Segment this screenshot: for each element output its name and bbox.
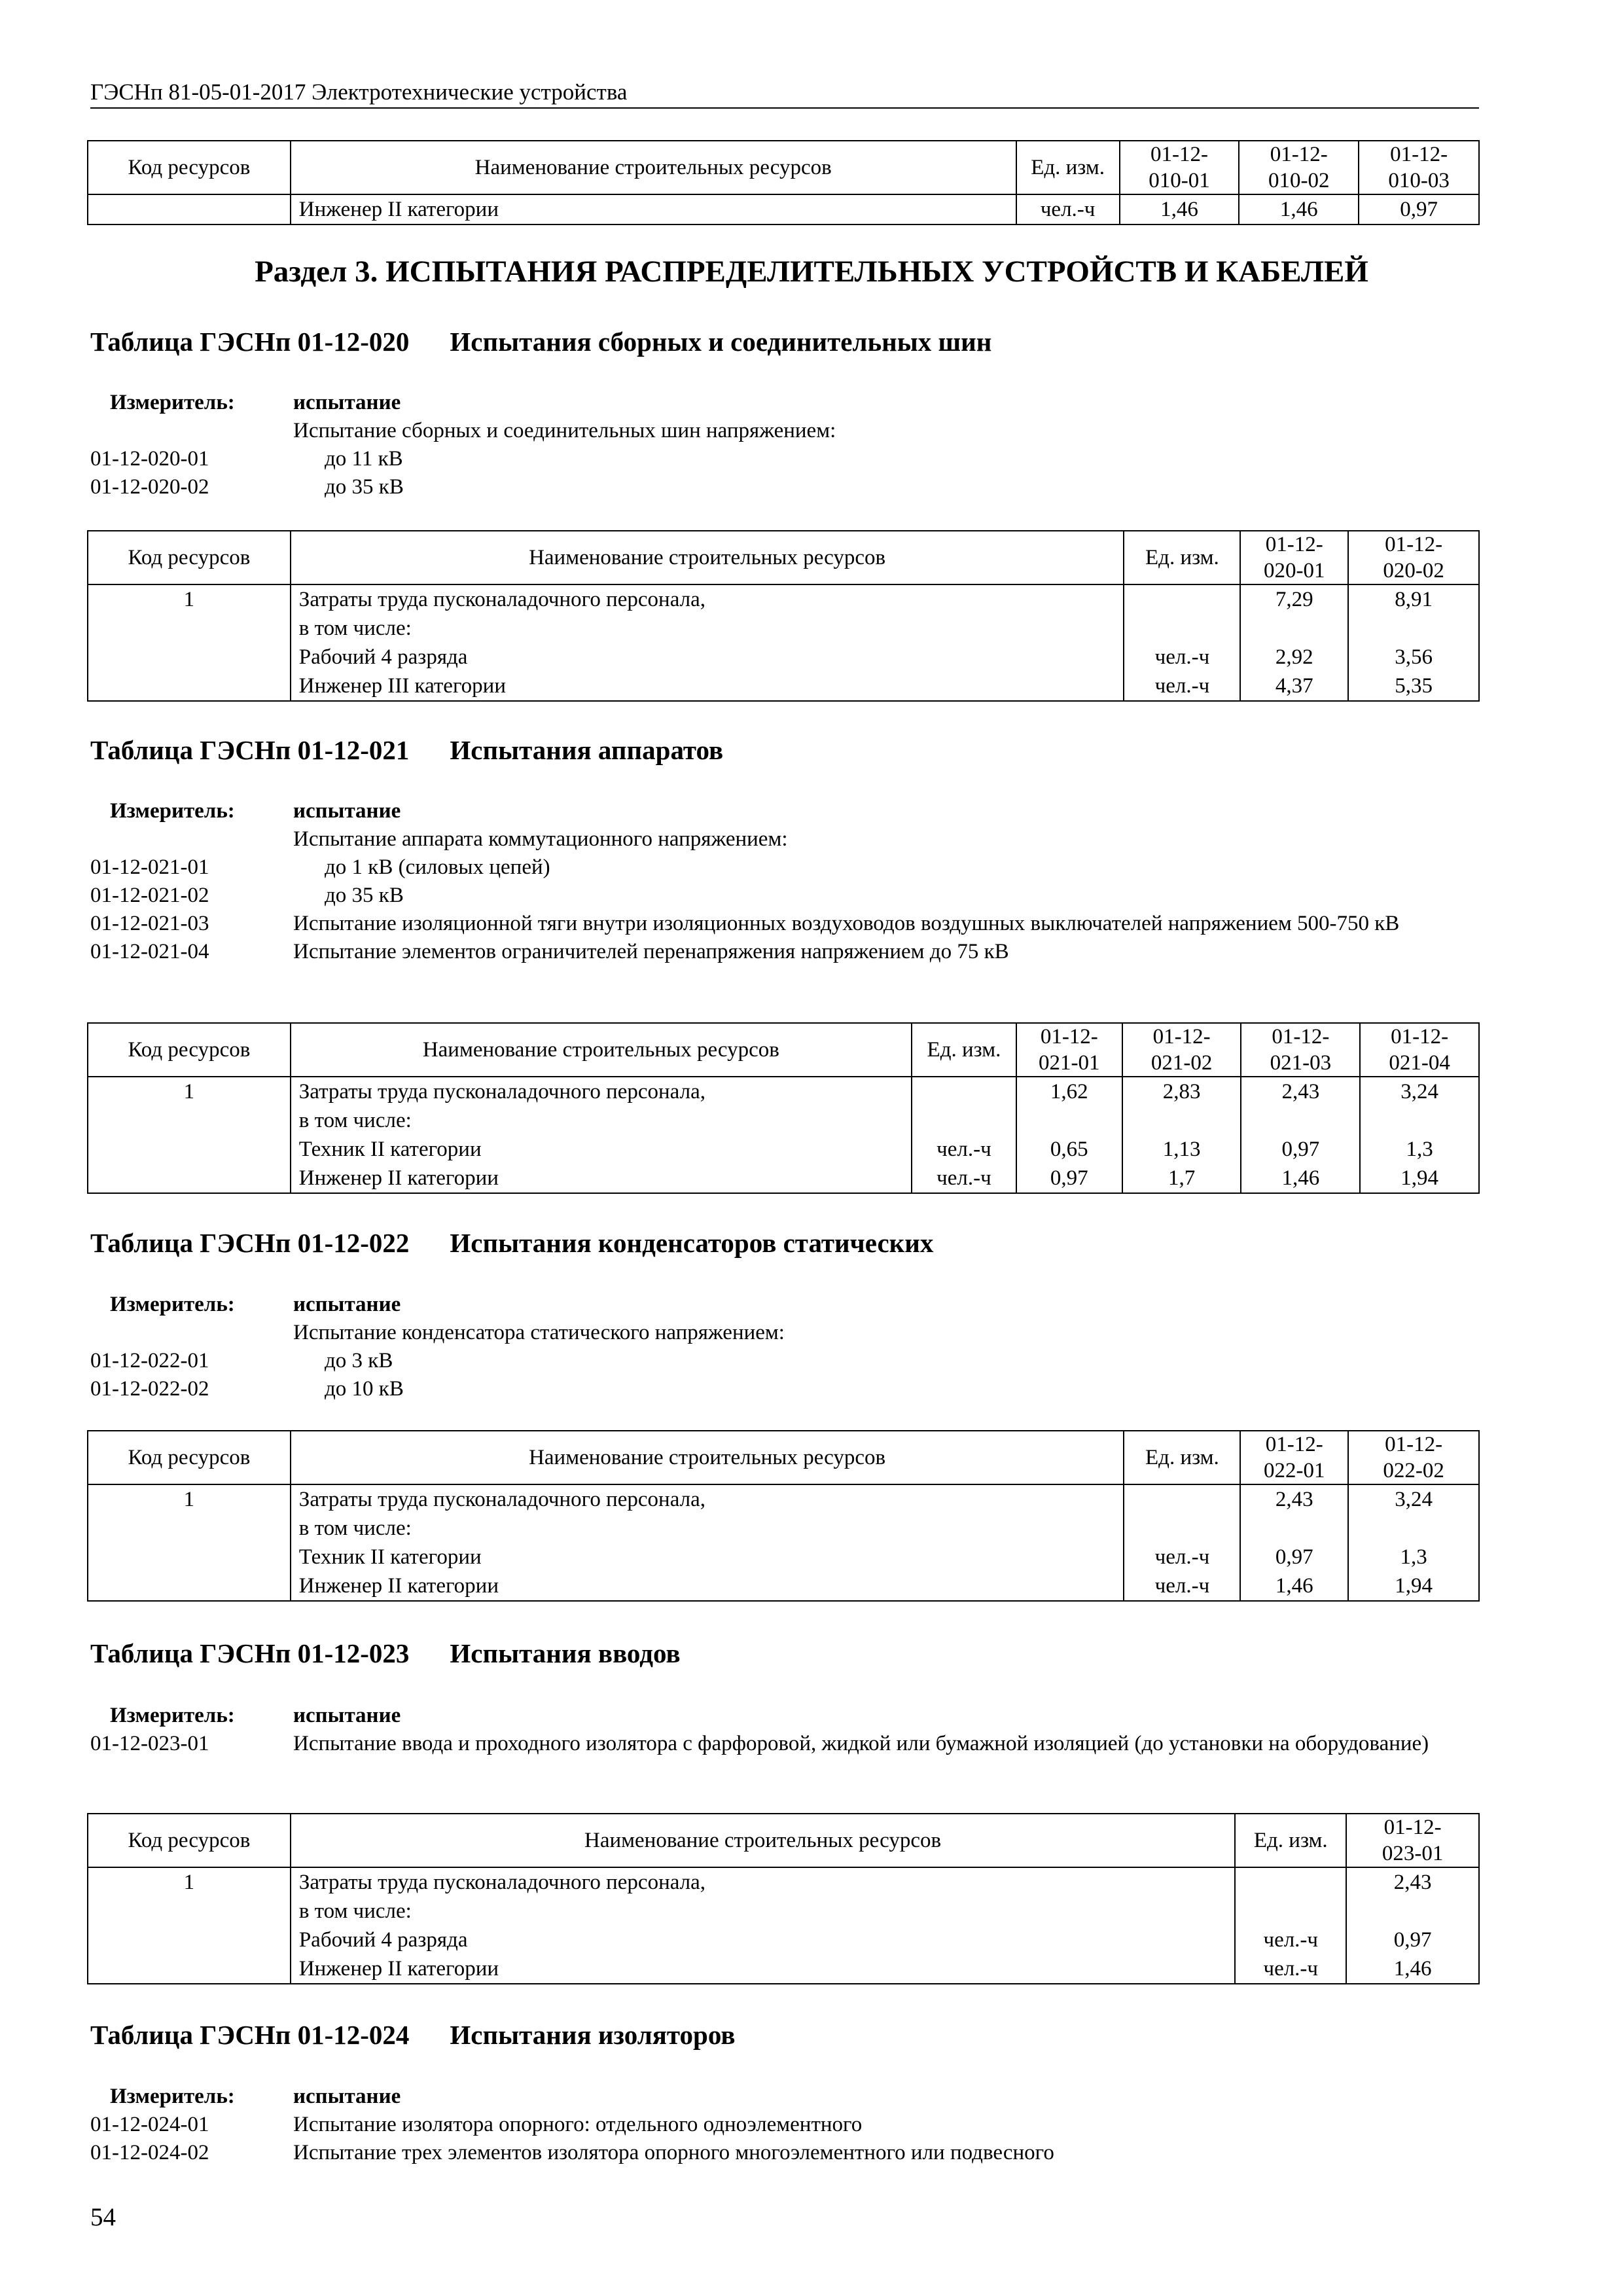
- table-title-022: [90, 1227, 933, 1259]
- item-code: 01-12-022-01: [90, 1349, 209, 1372]
- table-cell: [1241, 1106, 1360, 1135]
- measure-item: [90, 473, 1484, 501]
- table-cell: [1240, 1514, 1348, 1543]
- table-cell: Инженер II категории: [291, 1164, 912, 1193]
- resource-table-022: [87, 1430, 1480, 1602]
- table-row: [88, 1571, 1479, 1601]
- resource-table-020: [87, 530, 1480, 702]
- table-header-row: [88, 1023, 1479, 1077]
- table-cell: [1016, 1106, 1122, 1135]
- table-number: Таблица ГЭСНп 01-12-020: [90, 327, 410, 357]
- table-cell: 1,46: [1346, 1954, 1479, 1984]
- measure-value: испытание: [293, 2085, 401, 2108]
- header-cell: Ед. изм.: [1124, 531, 1240, 584]
- header-cell: Код ресурсов: [88, 1814, 291, 1867]
- table-cell: Затраты труда пусконаладочного персонала,: [291, 1867, 1235, 1897]
- measure-item: [90, 1319, 1484, 1347]
- table-cell: чел.-ч: [1016, 194, 1120, 224]
- table-cell: [1360, 1106, 1479, 1135]
- resource-table-023: [87, 1813, 1480, 1984]
- measure-item: [90, 910, 1484, 938]
- table-cell: 1: [88, 1077, 291, 1106]
- table-cell: Затраты труда пусконаладочного персонала,: [291, 1484, 1124, 1514]
- table-row: [88, 643, 1479, 672]
- measure-value: испытание: [293, 391, 401, 414]
- item-code: 01-12-021-01: [90, 855, 209, 879]
- header-cell: Код ресурсов: [88, 531, 291, 584]
- table-cell: [88, 1954, 291, 1984]
- page-number: 54: [90, 2203, 116, 2231]
- section-title: Раздел 3. ИСПЫТАНИЯ РАСПРЕДЕЛИТЕЛЬНЫХ УСТРОЙСТВ И КАБЕЛЕЙ: [255, 255, 1368, 289]
- table-cell: [88, 1926, 291, 1954]
- item-code: 01-12-024-01: [90, 2113, 209, 2136]
- table-name: Испытания аппаратов: [450, 735, 724, 765]
- measure-label: Измеритель:: [110, 2085, 235, 2108]
- table-cell: 1,3: [1360, 1135, 1479, 1164]
- table-cell: [912, 1077, 1016, 1106]
- table-cell: Рабочий 4 разряда: [291, 643, 1124, 672]
- table-cell: 2,43: [1240, 1484, 1348, 1514]
- header-cell: Ед. изм.: [1235, 1814, 1346, 1867]
- table-cell: [88, 614, 291, 643]
- measure-block-024: [90, 2083, 1484, 2167]
- table-cell: Техник II категории: [291, 1135, 912, 1164]
- item-text: Испытание изоляционной тяги внутри изоляционных воздуховодов воздушных выключателей напряжением 500-750 кВ: [293, 912, 1400, 935]
- table-cell: 1,46: [1239, 194, 1359, 224]
- table-cell: [88, 1571, 291, 1601]
- measure-row: [90, 797, 1484, 825]
- table-cell: чел.-ч: [1235, 1926, 1346, 1954]
- item-text: Испытание ввода и проходного изолятора с фарфоровой, жидкой или бумажной изоляцией (до установки на оборудование): [293, 1732, 1429, 1755]
- measure-item: [90, 2111, 1484, 2139]
- item-text: Испытание элементов ограничителей перенапряжения напряжением до 75 кВ: [293, 940, 1009, 963]
- table-row: [88, 672, 1479, 701]
- resource-table-021: [87, 1022, 1480, 1194]
- table-cell: 1,46: [1240, 1571, 1348, 1601]
- table-row: [88, 1954, 1479, 1984]
- table-cell: [1348, 614, 1479, 643]
- table-cell: Техник II категории: [291, 1543, 1124, 1571]
- measure-row: [90, 389, 1484, 417]
- table-cell: 0,97: [1359, 194, 1479, 224]
- table-cell: [88, 1164, 291, 1193]
- item-text: Испытание аппарата коммутационного напряжением:: [293, 827, 788, 851]
- table-cell: 2,92: [1240, 643, 1348, 672]
- table-cell: 0,97: [1016, 1164, 1122, 1193]
- header-cell: Код ресурсов: [88, 1431, 291, 1484]
- header-cell: Наименование строительных ресурсов: [291, 531, 1124, 584]
- item-text: до 35 кВ: [325, 475, 404, 499]
- table-cell: чел.-ч: [1124, 1571, 1240, 1601]
- table-title-020: [90, 326, 991, 357]
- measure-label: Измеритель:: [110, 1293, 235, 1316]
- table-row: [88, 1164, 1479, 1193]
- table-cell: [88, 194, 291, 224]
- table-cell: 8,91: [1348, 584, 1479, 614]
- measure-item: [90, 1347, 1484, 1375]
- item-code: 01-12-022-02: [90, 1377, 209, 1401]
- table-cell: 7,29: [1240, 584, 1348, 614]
- item-text: до 35 кВ: [325, 884, 404, 907]
- measure-item: [90, 882, 1484, 910]
- measure-value: испытание: [293, 799, 401, 823]
- item-code: 01-12-021-02: [90, 884, 209, 907]
- table-cell: [1235, 1867, 1346, 1897]
- measure-item: [90, 1730, 1484, 1758]
- table-cell: [1348, 1514, 1479, 1543]
- header-cell: 01-12- 010-01: [1120, 141, 1240, 194]
- item-text: до 11 кВ: [325, 447, 403, 471]
- table-cell: 1,3: [1348, 1543, 1479, 1571]
- table-cell: 2,43: [1241, 1077, 1360, 1106]
- item-text: Испытание конденсатора статического напряжением:: [293, 1321, 785, 1344]
- item-text: до 10 кВ: [325, 1377, 404, 1401]
- table-cell: 2,43: [1346, 1867, 1479, 1897]
- header-cell: 01-12- 020-02: [1348, 531, 1479, 584]
- table-name: Испытания вводов: [450, 1638, 681, 1668]
- table-name: Испытания сборных и соединительных шин: [450, 327, 992, 357]
- header-cell: 01-12- 022-01: [1240, 1431, 1348, 1484]
- header-cell: 01-12- 021-03: [1241, 1023, 1360, 1077]
- header-cell: 01-12- 021-01: [1016, 1023, 1122, 1077]
- measure-block-022: [90, 1291, 1484, 1403]
- header-cell: Код ресурсов: [88, 141, 291, 194]
- item-code: 01-12-021-04: [90, 940, 209, 963]
- table-cell: 0,97: [1241, 1135, 1360, 1164]
- header-cell: Ед. изм.: [912, 1023, 1016, 1077]
- table-cell: чел.-ч: [1124, 672, 1240, 701]
- table-row: [88, 1543, 1479, 1571]
- measure-item: [90, 417, 1484, 445]
- table-cell: 1,94: [1360, 1164, 1479, 1193]
- table-cell: [88, 1106, 291, 1135]
- header-cell: 01-12- 021-02: [1122, 1023, 1241, 1077]
- table-name: Испытания изоляторов: [450, 2020, 736, 2050]
- table-cell: [1240, 614, 1348, 643]
- table-row: [88, 1106, 1479, 1135]
- table-cell: 0,65: [1016, 1135, 1122, 1164]
- table-body: [88, 141, 1479, 224]
- table-row: [88, 614, 1479, 643]
- table-cell: [1124, 614, 1240, 643]
- table-cell: [88, 672, 291, 701]
- table-cell: чел.-ч: [1124, 643, 1240, 672]
- table-cell: 1: [88, 1484, 291, 1514]
- table-cell: чел.-ч: [912, 1164, 1016, 1193]
- table-row: [88, 1926, 1479, 1954]
- table-cell: 0,97: [1240, 1543, 1348, 1571]
- measure-label: Измеритель:: [110, 1704, 235, 1727]
- table-cell: 4,37: [1240, 672, 1348, 701]
- measure-item: [90, 938, 1484, 966]
- header-cell: 01-12- 010-02: [1239, 141, 1359, 194]
- item-code: 01-12-024-02: [90, 2141, 209, 2164]
- table-cell: [88, 1543, 291, 1571]
- table-cell: [88, 1514, 291, 1543]
- table-header-row: [88, 1814, 1479, 1867]
- table-cell: 1: [88, 1867, 291, 1897]
- table-title-021: [90, 734, 723, 766]
- measure-label: Измеритель:: [110, 391, 235, 414]
- table-cell: 0,97: [1346, 1926, 1479, 1954]
- table-cell: [88, 1897, 291, 1926]
- table-row: [88, 1514, 1479, 1543]
- header-cell: 01-12- 010-03: [1359, 141, 1479, 194]
- table-cell: [88, 1135, 291, 1164]
- table-cell: в том числе:: [291, 614, 1124, 643]
- table-cell: 2,83: [1122, 1077, 1241, 1106]
- header-cell: Наименование строительных ресурсов: [291, 1814, 1235, 1867]
- item-text: до 3 кВ: [325, 1349, 393, 1372]
- item-text: Испытание изолятора опорного: отдельного одноэлементного: [293, 2113, 863, 2136]
- table-cell: в том числе:: [291, 1514, 1124, 1543]
- header-cell: 01-12- 022-02: [1348, 1431, 1479, 1484]
- table-cell: [1346, 1897, 1479, 1926]
- table-cell: 1,13: [1122, 1135, 1241, 1164]
- header-cell: 01-12- 021-04: [1360, 1023, 1479, 1077]
- table-row: [88, 1897, 1479, 1926]
- table-cell: [1124, 1514, 1240, 1543]
- item-text: до 1 кВ (силовых цепей): [325, 855, 550, 879]
- measure-item: [90, 853, 1484, 882]
- table-row: [88, 194, 1479, 224]
- table-cell: чел.-ч: [912, 1135, 1016, 1164]
- table-cell: Затраты труда пусконаладочного персонала,: [291, 584, 1124, 614]
- table-cell: 3,24: [1348, 1484, 1479, 1514]
- item-text: Испытание сборных и соединительных шин напряжением:: [293, 419, 836, 442]
- measure-value: испытание: [293, 1704, 401, 1727]
- item-code: 01-12-020-01: [90, 447, 209, 471]
- table-cell: [1235, 1897, 1346, 1926]
- table-cell: [1124, 584, 1240, 614]
- item-code: [90, 825, 293, 853]
- item-text: Испытание трех элементов изолятора опорного многоэлементного или подвесного: [293, 2141, 1054, 2164]
- measure-label: Измеритель:: [110, 799, 235, 823]
- table-header-row: [88, 1431, 1479, 1484]
- table-cell: 1,94: [1348, 1571, 1479, 1601]
- table-number: Таблица ГЭСНп 01-12-024: [90, 2020, 410, 2050]
- table-row: [88, 1484, 1479, 1514]
- table-cell: Рабочий 4 разряда: [291, 1926, 1235, 1954]
- header-cell: Ед. изм.: [1016, 141, 1120, 194]
- header-cell: Код ресурсов: [88, 1023, 291, 1077]
- header-cell: 01-12- 020-01: [1240, 531, 1348, 584]
- header-cell: Наименование строительных ресурсов: [291, 1023, 912, 1077]
- table-row: [88, 1077, 1479, 1106]
- table-cell: [88, 643, 291, 672]
- header-cell: 01-12- 023-01: [1346, 1814, 1479, 1867]
- header-cell: Ед. изм.: [1124, 1431, 1240, 1484]
- table-title-024: [90, 2019, 735, 2051]
- measure-value: испытание: [293, 1293, 401, 1316]
- table-cell: чел.-ч: [1124, 1543, 1240, 1571]
- running-header: ГЭСНп 81-05-01-2017 Электротехнические устройства: [90, 77, 1479, 109]
- table-cell: 1,7: [1122, 1164, 1241, 1193]
- table-number: Таблица ГЭСНп 01-12-023: [90, 1638, 410, 1668]
- table-name: Испытания конденсаторов статических: [450, 1228, 934, 1258]
- measure-item: [90, 445, 1484, 473]
- table-cell: Инженер II категории: [291, 194, 1016, 224]
- table-cell: в том числе:: [291, 1897, 1235, 1926]
- measure-item: [90, 1375, 1484, 1403]
- table-row: [88, 1867, 1479, 1897]
- item-code: [90, 1319, 293, 1347]
- table-cell: 5,35: [1348, 672, 1479, 701]
- table-cell: 1,46: [1120, 194, 1240, 224]
- measure-row: [90, 1702, 1484, 1730]
- table-cell: 1,46: [1241, 1164, 1360, 1193]
- table-number: Таблица ГЭСНп 01-12-022: [90, 1228, 410, 1258]
- table-cell: 3,24: [1360, 1077, 1479, 1106]
- table-title-023: [90, 1638, 681, 1669]
- table-header-row: [88, 141, 1479, 194]
- table-cell: [1122, 1106, 1241, 1135]
- header-cell: Наименование строительных ресурсов: [291, 1431, 1124, 1484]
- table-cell: чел.-ч: [1235, 1954, 1346, 1984]
- resource-table-continuation: [87, 140, 1480, 225]
- table-cell: Инженер II категории: [291, 1571, 1124, 1601]
- table-cell: Инженер II категории: [291, 1954, 1235, 1984]
- measure-row: [90, 2083, 1484, 2111]
- item-code: 01-12-020-02: [90, 475, 209, 499]
- table-cell: 3,56: [1348, 643, 1479, 672]
- measure-block-023: [90, 1702, 1484, 1758]
- table-row: [88, 1135, 1479, 1164]
- measure-block-021: [90, 797, 1484, 966]
- table-cell: [912, 1106, 1016, 1135]
- item-code: 01-12-021-03: [90, 912, 209, 935]
- table-cell: [1124, 1484, 1240, 1514]
- measure-item: [90, 2139, 1484, 2167]
- measure-block-020: [90, 389, 1484, 501]
- table-cell: Затраты труда пусконаладочного персонала,: [291, 1077, 912, 1106]
- table-cell: Инженер III категории: [291, 672, 1124, 701]
- table-cell: 1,62: [1016, 1077, 1122, 1106]
- header-cell: Наименование строительных ресурсов: [291, 141, 1016, 194]
- table-number: Таблица ГЭСНп 01-12-021: [90, 735, 410, 765]
- table-cell: 1: [88, 584, 291, 614]
- table-row: [88, 584, 1479, 614]
- table-header-row: [88, 531, 1479, 584]
- item-code: [90, 417, 293, 445]
- measure-item: [90, 825, 1484, 853]
- table-cell: в том числе:: [291, 1106, 912, 1135]
- item-code: 01-12-023-01: [90, 1732, 209, 1755]
- measure-row: [90, 1291, 1484, 1319]
